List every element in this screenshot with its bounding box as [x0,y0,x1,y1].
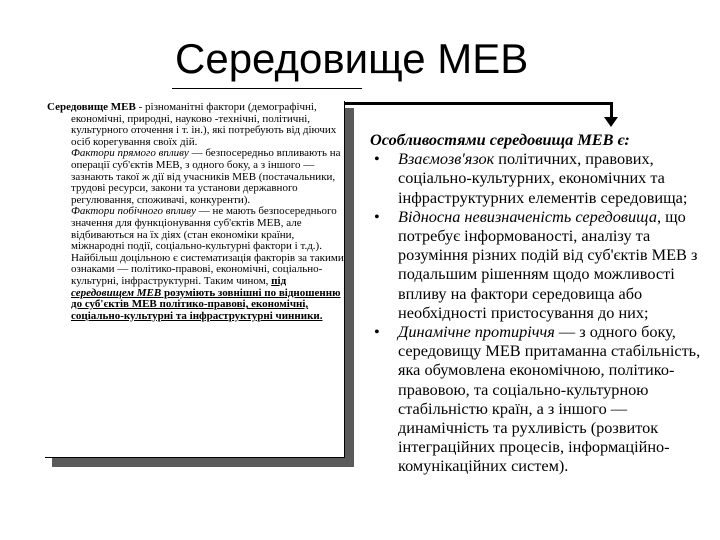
feature-text: , що потребує інформованості, аналізу та розуміння різних подій від суб'єктів МЕВ з подальшим рішенням щодо можливості впливу на фактори середовища або необхідності пристосування до них; [398,206,698,322]
indirect-factors-term: Фактори побічного впливу [71,205,196,218]
right-text-content [370,130,715,476]
connector-line-horizontal [345,102,613,105]
conclusion-term: середовищем МЕВ [71,286,162,299]
title-divider [172,88,362,89]
left-text-content [47,102,347,322]
direct-factors-text: — безпосередньо впливають на операції суб'єктів МЕВ, з одного боку, а з іншого — зазнають такої ж дії від учасників МЕВ (постачальники, трудові ресурси, закони та установи державного регулювання, споживачі, конкуренти). [71,147,341,206]
features-heading: Особливостями середовища МЕВ є: [370,130,630,149]
definition-term: Середовище МЕВ [47,101,136,113]
indirect-factors-text: — не мають безпосереднього значення для функціонування суб'єктів МЕВ, але відбиваються на їх діях (стан економіки країни, міжнародні події, соціально-культурні фактори і т.д.). [71,205,337,253]
feature-text: політичних, правових, соціально-культурних, економічних та інфраструктурних елементів середовища; [398,149,688,207]
feature-term: Взаємозв'язок [398,149,495,169]
list-item [370,207,715,322]
feature-term: Відносна невизначеність середовища [398,206,657,226]
conclusion-lead: під [271,274,287,287]
bullet-icon: • [374,206,380,226]
direct-factors-paragraph [47,148,347,206]
systematization-text: Найбільш доцільною є систематизація факторів за такими ознаками — політико-правові, економічні, соціально-культурні, інфраструктурні. Таким чином, [71,251,344,287]
systematization-paragraph [47,253,347,323]
indirect-factors-paragraph [47,206,347,252]
feature-term: Динамічне протиріччя [398,322,555,342]
bullet-icon: • [374,149,380,169]
list-item [370,322,715,476]
slide-title: Середовище МЕВ [175,35,529,82]
definition-paragraph [47,102,347,148]
feature-text: — з одного боку, середовищу МЕВ притаманна стабільність, яка обумовлена економічною, політико-правовою, та соціально-культурною стабільністю країн, а з іншого — динамічність та рухливість (розвиток інтеграційних процесів, інформаційно-комунікаційних систем). [398,322,701,476]
features-list [370,149,715,475]
definition-text: - різноманітні фактори (демографічні, економічні, природні, науково -технічні, політичні, культурного оточення і т. ін.), які потребують від діючих осіб корегування своїх дій. [71,101,337,148]
arrow-down-icon [604,117,618,127]
direct-factors-term: Фактори прямого впливу [71,147,189,160]
conclusion-text: розуміють зовнішні по відношенню до суб'єктів МЕВ політико-правові, економічні, соціально-культурні та інфраструктурні чинники. [71,286,341,322]
bullet-icon: • [374,322,380,342]
list-item [370,149,715,207]
